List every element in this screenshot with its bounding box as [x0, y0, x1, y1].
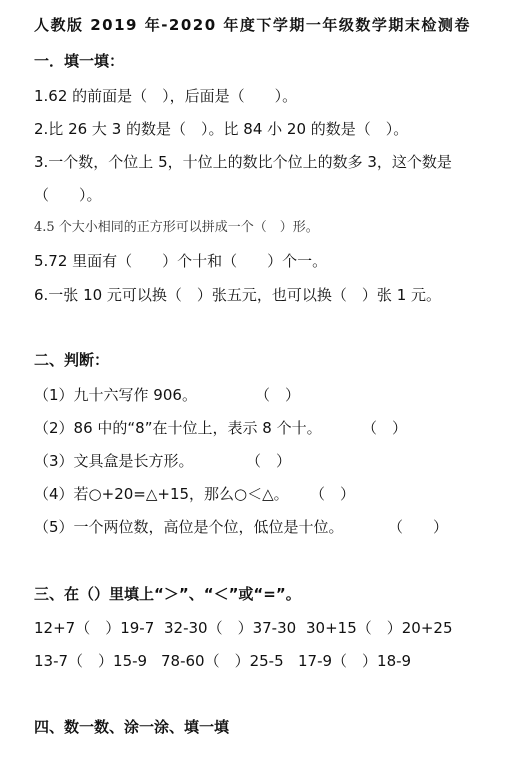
question-5: 5.72 里面有（ ）个十和（ ）个一。	[34, 252, 328, 270]
compare-row-1-item-3: 30+15（ ）20+25	[306, 619, 453, 637]
judge-item-mark: （ ）	[388, 518, 449, 536]
document-title: 人教版 2019 年-2020 年度下学期一年级数学期末检测卷	[34, 16, 471, 34]
question-4: 4.5 个大小相同的正方形可以拼成一个（ ）形。	[34, 220, 319, 235]
judge-item-text: （2）86 中的“8”在十位上，表示 8 个十。	[34, 419, 322, 437]
judge-item-mark: （ ）	[255, 386, 301, 404]
question-6: 6.一张 10 元可以换（ ）张五元，也可以换（ ）张 1 元。	[34, 286, 442, 304]
question-3-line2: （ ）。	[34, 186, 102, 204]
section2-heading: 二、判断：	[34, 351, 110, 369]
judge-item-text: （4）若○+20=△+15，那么○＜△。	[34, 485, 289, 503]
judge-item-4	[34, 484, 289, 504]
question-3-line1: 3.一个数，个位上 5，十位上的数比个位上的数多 3，这个数是	[34, 153, 452, 171]
judge-item-text: （5）一个两位数，高位是个位，低位是十位。	[34, 518, 344, 536]
compare-row-1-item-1: 12+7（ ）19-7	[34, 619, 155, 637]
judge-item-2	[34, 418, 322, 438]
judge-item-5	[34, 517, 344, 537]
judge-item-text: （3）文具盒是长方形。	[34, 452, 194, 470]
compare-row-2-item-3: 17-9（ ）18-9	[298, 652, 412, 670]
section1-heading: 一．填一填：	[34, 52, 125, 70]
compare-row-2-item-2: 78-60（ ）25-5	[161, 652, 284, 670]
compare-row-1-item-2: 32-30（ ）37-30	[164, 619, 297, 637]
judge-item-1	[34, 385, 197, 405]
section3-heading: 三、在（）里填上“＞”、“＜”或“=”。	[34, 585, 301, 603]
section4-heading: 四、数一数、涂一涂、填一填	[34, 718, 230, 736]
judge-item-mark: （ ）	[310, 485, 356, 503]
judge-item-3	[34, 451, 194, 471]
judge-item-mark: （ ）	[362, 419, 408, 437]
judge-item-mark: （ ）	[246, 452, 292, 470]
question-1: 1.62 的前面是（ ），后面是（ ）。	[34, 87, 298, 105]
compare-row-2-item-1: 13-7（ ）15-9	[34, 652, 148, 670]
question-2: 2.比 26 大 3 的数是（ ）。比 84 小 20 的数是（ ）。	[34, 120, 409, 138]
judge-item-text: （1）九十六写作 906。	[34, 386, 197, 404]
